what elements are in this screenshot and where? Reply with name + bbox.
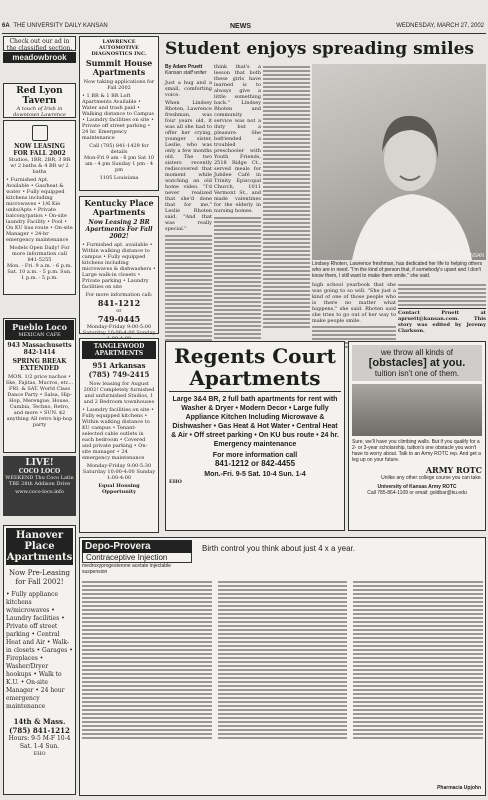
rotc-photo — [352, 384, 482, 436]
depo-fine-print — [82, 579, 483, 779]
kentucky-hours: Monday-Friday 9:00-5:00 Saturday 10:00-4:00 Sunday — [82, 324, 156, 336]
classified-tag-ad: Check out our ad in the classified section. — [3, 36, 76, 51]
tanglewood-title: TANGLEWOOD APARTMENTS — [82, 341, 156, 359]
hanover-hours: Hours: 9-5 M-F 10-4 Sat. 1-4 Sun. — [8, 735, 71, 750]
live-line: WEEKEND Thu Coco Latin — [5, 475, 74, 481]
page-number: 6A — [2, 23, 10, 29]
story-col-4 — [312, 282, 396, 338]
story-headline: Student enjoys spreading smiles — [165, 39, 474, 59]
hanover-place-ad — [3, 525, 76, 795]
summit-title: Summit House Apartments — [85, 58, 153, 77]
meadowbrook-logo: meadowbrook — [3, 52, 76, 63]
rotc-body: Sure, we'll have you climbing walls. But if you qualify for a 2- or 3-year scholarship, tuition's one obstacle you won't have to worry about. Talk to an Army ROTC rep. And get a leg up on your future. — [352, 439, 481, 463]
depo-manufacturer: Pharmacia Upjohn — [437, 785, 481, 791]
regents-body: Large 3&4 BR, 2 full bath apartments for rent with Washer & Dryer • Modern Decor • Large fully Appliance Kitchen Including Microwave & Dishwasher • Gas Heat & Hot Water • Central Heat & Air • Off street parking • On KU bus route • 24 hr. Emergency maintenance — [171, 396, 339, 448]
summit-call: Call (785) 841-1429 for details — [89, 143, 149, 155]
live-url: www.coco-loco.info — [15, 489, 64, 495]
paper-name: THE UNIVERSITY DAILY KANSAN — [13, 23, 108, 29]
photo-credit: ADAM PRUETT/KANSAN — [426, 253, 484, 259]
tanglewood-ad — [79, 338, 159, 533]
depo-brand: Depo-Provera — [82, 540, 192, 553]
tanglewood-eho: Equal Housing Opportunity — [98, 483, 140, 495]
story-col-1 — [165, 80, 212, 338]
summit-address: 1105 Louisiana — [99, 175, 139, 181]
portrait-figure-icon — [312, 64, 486, 260]
leasing-days: Mon. - Fri. 9 a.m. - 6 p.m. Sat. 10 a.m. - 5 p.m. Sun. 1 p.m. - 5 p.m. — [7, 263, 72, 281]
story-col-2-text: think that's a lesson that both these girls have learned is to always give a little something back." Lindsey Rhoten and community service was not a duty but a pleasure. She befriended a troubled preschooler with Youth Friends, 2518 Ridge Ct., served meals for Jubilee Café in Trinity Episcopal Church, 1011 Vermont St., and made valentines for the elderly in nursing homes. — [214, 64, 261, 214]
summit-hours: Mon-Fri 9 am - 6 pm Sat 10 am - 4 pm Sunday 1 pm - 4 pm — [83, 155, 155, 173]
kentucky-info: For more information call: — [85, 292, 153, 298]
kentucky-title: Kentucky Place Apartments — [84, 198, 154, 217]
taco-address: 943 Massachusetts — [7, 342, 72, 349]
kentucky-phone-1: 841-1212 — [97, 298, 141, 308]
leasing-body: Studios, 1BR, 2BR, 3 BR w/ 2 baths & 4 BR w/ 2 baths — [8, 157, 71, 175]
story-col-1-text: When Lindsey Rhoten, Lawrence freshman, was four years old, it was all she had to offer her crying, younger sister, Leslie, who was only a few months old. The two sisters recently rediscovered that moment while watching an old home video. "I'd never realized that she'd done that for me," Leslie Rhoten said. "And that was really special." — [165, 100, 212, 232]
kentucky-phone-2: 749-0445 — [97, 314, 141, 324]
tanglewood-list: • Laundry facilities on site • Fully equipped kitchens • Within walking distance to KU campus • Tenant-selected cable outlets in each bedroom • Covered and private parking • On-site manager • 24 emergency maintenance — [82, 407, 154, 461]
leasing-ad — [3, 120, 76, 295]
depo-generic: medroxyprogesterone acetate injectable suspension — [82, 563, 171, 575]
tanglewood-address: 951 Arkansas — [92, 361, 146, 370]
rotc-brand: ARMY ROTC — [425, 465, 482, 475]
rotc-tagline: Unlike any other college course you can take. — [381, 475, 482, 481]
kentucky-or: or — [116, 308, 122, 314]
header-rule — [2, 33, 486, 34]
photo-caption: Lindsey Rhoten, Lawrence freshman, has dedicated her life to helping others who are in need. "I'm the kind of person that, if somebody's upset and I don't know them, I still want to make them smile," she said. — [312, 261, 483, 279]
story-photo — [312, 64, 486, 260]
leasing-title: NOW LEASING FOR FALL 2002 — [13, 143, 66, 157]
byline-role: Kansan staff writer — [165, 70, 207, 76]
taco-menu: MON. 1/2 price nachos • Ske, Fajitas, Mucros, etc... FRI. & SAT. World Class Dance Party • Salsa, Hip-Hop, Merengue, House, Cumbia, Techno, Retro, and more • SUN. $2 anything All retro hip-hop party — [5, 374, 74, 428]
live-venue: COCO LOCO — [18, 468, 61, 475]
story-lead: Just a hug and a small, comforting voice. — [165, 80, 212, 98]
story-col-5 — [398, 282, 486, 338]
taco-phone: 842-1414 — [23, 349, 56, 356]
depo-provera-ad — [79, 537, 486, 796]
kentucky-place-ad — [79, 196, 159, 334]
issue-date: WEDNESDAY, MARCH 27, 2002 — [396, 23, 484, 29]
section-name: NEWS — [230, 23, 251, 30]
taco-sub: MEXICAN CAFE — [18, 332, 61, 338]
tanglewood-phone: (785) 749-2415 — [88, 370, 150, 379]
taco-special: SPRING BREAK EXTENDED — [12, 358, 67, 372]
summit-list: • 1 BR & 1 BR Loft Apartments Available • Water and trash paid • Walking distance to Campus • Laundry facilities on site • Private off street parking • 24 hr. Emergency maintenance — [82, 93, 154, 141]
depo-tagline: Birth control you think about just 4 x a year. — [202, 544, 355, 553]
regents-eho: EHO — [169, 479, 182, 485]
coco-loco-ad — [3, 456, 76, 516]
story-col-3 — [263, 64, 310, 338]
regents-phone: 841-1212 or 842-4455 — [214, 459, 296, 468]
tanglewood-hours: Monday-Friday 9:00-5:30 Saturday 10:00-4:00 Sunday 1:00-4:00 — [82, 463, 156, 481]
regents-info: For more information call — [212, 452, 298, 459]
army-rotc-ad — [348, 341, 486, 531]
red-lyon-ad — [3, 83, 76, 118]
kentucky-leasing: Now Leasing 2 BR Apartments For Fall 2002! — [85, 219, 153, 240]
hanover-leasing: Now Pre-Leasing for Fall 2002! — [9, 569, 70, 586]
red-lyon-title: Red Lyon Tavern — [16, 86, 63, 106]
red-lyon-sub: A touch of Irish in downtown Lawrence — [13, 106, 66, 118]
summit-top: LAWRENCE AUTOMOTIVE DIAGNOSTICS INC. — [91, 39, 147, 57]
summit-taking: Now taking applications for Fall 2002 — [83, 79, 155, 91]
regents-hours: Mon.-Fri. 9-5 Sat. 10-4 Sun. 1-4 — [204, 471, 306, 478]
kentucky-list: • Furnished apt. available • Within walking distance to campus • Fully equipped kitchens including microwaves & dishwashers • Large walk-in closets • Private parking • Laundry facilities on site — [82, 242, 156, 290]
hanover-list: • Fully appliance kitchens w/microwaves • Laundry facilities • Private off street parking • Central Heat and Air • Walk-in closets • Garages • Fireplaces • Washer/Dryer hookups • Walk to K.U. • On-site Manager • 24 hour emergency maintenance — [6, 591, 73, 710]
leasing-list: • Furnished Apt. Available • Gas/heat & water • Fully equipped kitchens including microwaves • 1/6 Kie units/Apts • Private balcony/patios • On-site laundry Facility • Pool • On KU bus route • On-site Manager • 24-hr emergency maintenance — [6, 177, 73, 243]
pueblo-loco-ad — [3, 318, 76, 453]
story-col-2 — [214, 64, 261, 338]
summit-house-ad — [79, 36, 159, 191]
rotc-contact-name: University of Kansas Army ROTC — [377, 484, 457, 490]
tanglewood-leasing: Now leasing for August 2002! Completely furnished and unfurnished Studios, 1 and 2 Bedroom townhouses — [83, 381, 155, 405]
hanover-address: 14th & Mass. — [13, 717, 66, 726]
hanover-eho: EHO — [33, 751, 46, 757]
story-byline — [165, 64, 210, 78]
hanover-phone: (785) 841-1212 — [9, 726, 70, 735]
rotc-line-2: [obstacles] at you. — [368, 357, 466, 369]
regents-court-ad — [165, 341, 345, 531]
story-col-3-text: high school yearbook that she was going to so will. "She just a kind of one of those people who is there no matter what happens," she said. Rhoten said she tries to go out of her way to make people smile. — [312, 282, 396, 324]
regents-title-2: Apartments — [169, 367, 341, 392]
rotc-line-1: we throw all kinds of — [380, 348, 454, 357]
hanover-title: Hanover Place Apartments — [6, 530, 73, 563]
live-title: LIVE! — [25, 458, 54, 468]
rotc-contact: Call 785-864-1109 or email: goldbar@ku.edu — [367, 490, 467, 496]
taco-logo: Pueblo Loco — [12, 322, 67, 332]
rotc-line-3: tuition isn't one of them. — [374, 369, 460, 378]
regents-title-1: Regents Court — [174, 344, 336, 368]
leasing-hours: Models Open Daily! For more information call 841-5255 — [9, 245, 70, 263]
leasing-logo-icon — [32, 125, 48, 141]
live-address: TBE 28th Addison Drive — [8, 481, 71, 487]
depo-sub: Contraceptive Injection — [82, 553, 192, 563]
story-contact: Contact Pruett at apruett@kansan.com. This story was edited by Jeremy Clarkson. — [398, 310, 486, 334]
byline-name: By Adam Pruett — [165, 64, 203, 70]
